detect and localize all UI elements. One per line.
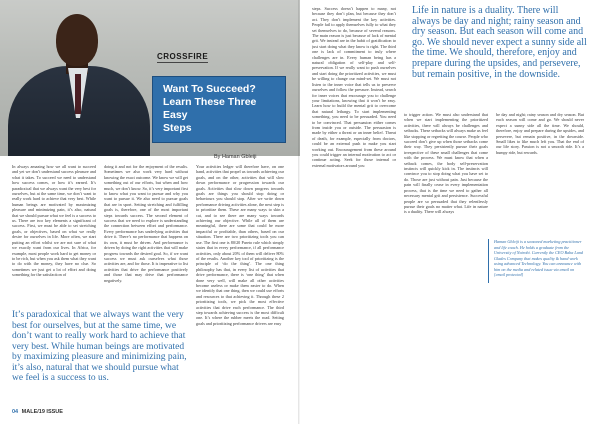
article-title-line: Want To Succeed? bbox=[163, 83, 256, 95]
left-column-1: In always amazing how we all want to succeed and yet we don’t understand success pleasure and what it takes. To succeed we need to understand how success comes, or how it’s earned. It’s paradoxical that we always want the very best for ourselves, but at the same time, we don’t want to really work hard to achieve that very best. While human beings are motivated by maximizing pleasure and minimizing pain, it’s also, natural that we should pursue what we feel is a success to us. There are two key elements a significant of success. First, we must be able to set stretching goals, or objectives, based on what we really desire for ourselves in life. More often, we start putting an effort whilst we are not sure of what we exactly want from our lives. In Africa, for example, most people work hard to get money or to be rich, but when you ask them what they want to do with the money, they have no clue. So sometimes we just get a lot of effort and doing something for the satisfaction of bbox=[12, 164, 96, 278]
author-photo bbox=[0, 0, 300, 156]
right-column-1: steps. Success doesn’t happen to many, not because they don’t plan, but because they don’t act. They don’t implement the key activities. People fail to apply themselves fully to what they set themselves to do, because of several reasons. The main reason is just because of lack of mental grit. We instead are in the habit of gratification to just start doing what they know is right. The third one is lack of commitment to truly where challenges are in. Every human being has a natural obligation of self-play and self-preservation. If we really want to push ourselves and start doing the prioritized activities, we must be willing to change our mind-set. We must not listen to the inner voice that tells us to preserve ourselves and follow the pressure. Instead, search for inner voices that encourage you to challenge your limitations, knowing that it won’t be easy. Learn how to build the mental grit to overcome that natural lethargy. To start implementing something, you need to be persuaded. You need to be convinced. That persuasion either comes from inside you or outside. The persuasion is made by either a threat or an inner belief. Threat of death, for example, especially from doctors, could be an external push to make you start working out. Encouragement from these around you could trigger an internal motivation to act or continue acting. Seek for those internal or external motivators around you bbox=[312, 6, 396, 168]
pull-quote-left: It’s paradoxical that we always want the very best for ourselves, but at the same time, we don’t want to really work hard to achieve that very best. While human beings are motivated by maximizing pleasure and minimizing pain, it’s also, natural that we should pursue what we feel is a success to us. bbox=[12, 310, 187, 383]
right-column-3: be day and night; rainy season and dry season. But each season will come and go. We should never expect a sunny side all the time. We should, therefore, enjoy and prepare during the upsides, and persevere, but remain positive, in the downside. Small likes to like much left you. That the end of our life story. Passion is not a smooth ride. It’s a bumpy ride, but rewards. bbox=[496, 112, 584, 155]
pull-quote-right: Life in nature is a duality. There will always be day and night; rainy season and dry season. But each season will come and go. We should never expect a sunny side all the time. We should, therefore, enjoy and prepare during the upsides, and persevere, but remain positive, in the downside. bbox=[412, 5, 587, 80]
right-column-2: to trigger action. We must also understand that when we start implementing the prioritized activities, there will always be challenges and setbacks. These setbacks will always make us feel like stopping or regretting the course. People who succeed don’t give up when those setbacks come their way. They persistently pursue their goals irrespective of these small challenges that come with the process. We must know that when a setback comes, the body self-preservation instincts will quickly kick in. The instincts will convince you to stop doing what you have set to do. Those are just without pain. Just because the pain will finally cease in every implementation process, that is the time we need to gather all necessary mental grit and persistence. Successful people are so persuaded that they relentlessly pursue their goals no matter what. Life in nature is a duality. There will always bbox=[404, 112, 488, 215]
person-tie-shape bbox=[75, 74, 81, 114]
article-title-box bbox=[152, 76, 286, 143]
article-title-line: Learn These Three Easy bbox=[163, 96, 257, 121]
person-head-shape bbox=[56, 14, 98, 66]
left-column-2: doing it and not for the enjoyment of the results. Sometimes we also work very hard without knowing the exact outcome. We know we will get something out of our efforts, but when and how much, we don’t know. So, it’s very important first to know what you want to pursue and why you want to pursue it. We also need to pursue goals that are in sport. Setting stretching and fulfilling goals is, therefore, one of the most important steps towards success. The second element of success that we need to explore is understanding the connection between effort and performance. Every performance has underlying activities that drive it. There’s no performance that happens on its own, it must be driven. And performance is driven by doing the right activities that will make progress towards the desired goal. So, if we want success we must ask ourselves what those activities are, and for those. It is imperative to list activities that drive the performance positively and those that may drive that performance negatively. bbox=[104, 164, 188, 283]
bio-rule bbox=[488, 239, 489, 283]
section-kicker: CROSSFIRE bbox=[157, 52, 209, 61]
page-number: 04 bbox=[12, 409, 19, 415]
magazine-issue: MALE/19 ISSUE bbox=[21, 409, 63, 415]
page-footer bbox=[12, 409, 63, 415]
right-page bbox=[300, 0, 600, 424]
article-title-line: Steps bbox=[163, 122, 192, 134]
left-column-3: Your activities ledger will therefore have, on one hand, activities that propel us towards achieving our goals, and on the other, activities that will slow down performance or progression towards our goals. Activities that slow down progress towards goals are things you should stop doing or behaviours you should stop. After we write down performance driving activities alone, the next step is to prioritize them. These are many ways to skin a cat, and to see there are many ways towards achieving our objective. While all of them are meaningful, there are some that could be more impactful or profitable, than others, based on our situation. There are two prioritizing tools you can use. The first one is 80/20 Pareto rule which simply states that in every performance, if all performance activities, only about 20% of them will deliver 80% of the results. Another key tool of prioritizing is the principle of ‘do the thing’. The one thing philosophy has that, in every list of activities that drive performance, there is ‘one thing’ that when done very well, will make all other activities become useless or make them easier to do. When we identify that one thing, then we could use efforts and resources to that achieving it. Through these 2 prioritizing tools, we pick the most effective activities that drive each performance. The third step towards achieving success is the most difficult one. It’s where the rubber meets the road. Setting goals and prioritizing performance drivers are easy bbox=[196, 164, 284, 326]
author-bio: Haman Gbleiji is a seasoned marketing practitioner and life coach. He holds a graduate from the University of Nairobi. Currently the CEO Baba Land Glades Company that makes quality & hand work using advanced Technology. You can announce with him on the media and related issue via email on [email protected] bbox=[494, 239, 584, 277]
byline: By Haman Gbleiji bbox=[214, 154, 257, 160]
